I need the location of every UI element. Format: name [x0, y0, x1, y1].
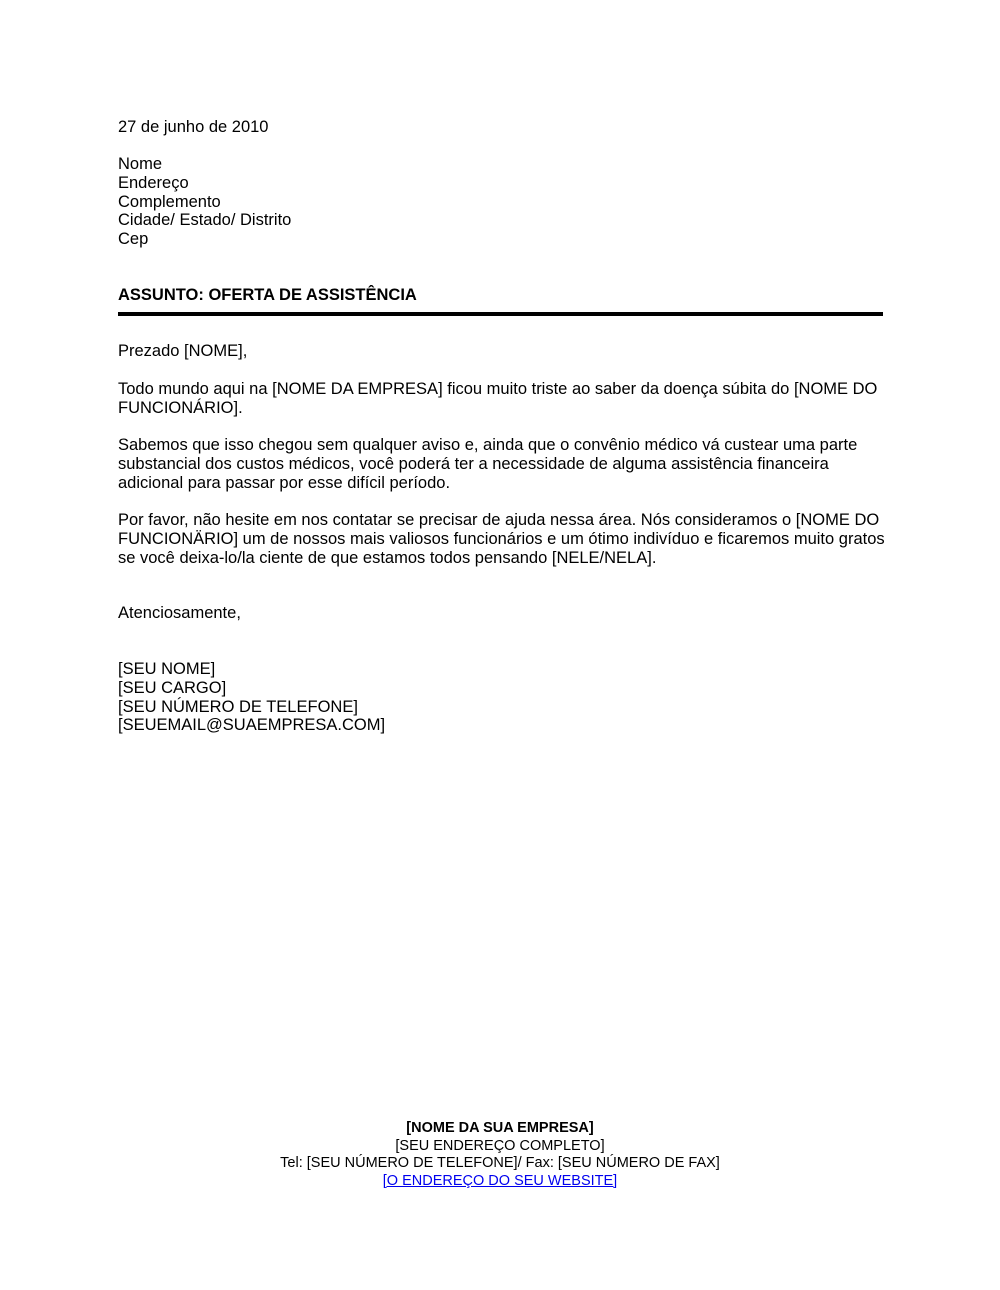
- letter-paragraph: Por favor, não hesite em nos contatar se precisar de ajuda nessa área. Nós consideramos o [NOME DO FUNCIONÄRIO] um de nossos mais valiosos funcionários e um ótimo indivíduo e ficaremos muito gratos se você deixa-lo/la ciente de que estamos todos pensando [NELE/NELA].: [118, 511, 885, 567]
- recipient-complement: Complemento: [118, 192, 221, 211]
- signature-title: [SEU CARGO]: [118, 678, 227, 697]
- letter-subject: ASSUNTO: OFERTA DE ASSISTÊNCIA: [118, 286, 417, 304]
- recipient-address: Endereço: [118, 173, 189, 192]
- recipient-name: Nome: [118, 155, 163, 173]
- letter-greeting: Prezado [NOME],: [118, 342, 248, 360]
- letterhead-footer: [0, 1120, 1000, 1190]
- footer-company-name: [NOME DA SUA EMPRESA]: [406, 1120, 594, 1136]
- recipient-zip: Cep: [118, 230, 149, 249]
- footer-contact: Tel: [SEU NÚMERO DE TELEFONE]/ Fax: [SEU NÚMERO DE FAX]: [280, 1155, 720, 1171]
- footer-website-link[interactable]: [O ENDEREÇO DO SEU WEBSITE]: [382, 1172, 618, 1189]
- subject-divider: [118, 312, 883, 316]
- letter-paragraph: Sabemos que isso chegou sem qualquer aviso e, ainda que o convênio médico vá custear uma parte substancial dos custos médicos, você poderá ter a necessidade de alguma assistência financeira adicional para passar por esse difícil período.: [118, 436, 858, 492]
- signature-block: [118, 660, 888, 735]
- letter-date: 27 de junho de 2010: [118, 118, 269, 136]
- signature-name: [SEU NOME]: [118, 660, 216, 678]
- letter-paragraph: Todo mundo aqui na [NOME DA EMPRESA] ficou muito triste ao saber da doença súbita do [NOME DO FUNCIONÁRIO].: [118, 380, 878, 417]
- recipient-city-state: Cidade/ Estado/ Distrito: [118, 211, 292, 230]
- signature-phone: [SEU NÚMERO DE TELEFONE]: [118, 697, 358, 716]
- footer-address: [SEU ENDEREÇO COMPLETO]: [395, 1137, 605, 1154]
- letter-closing: Atenciosamente,: [118, 604, 241, 622]
- recipient-address-block: [118, 155, 888, 249]
- signature-email: [SEUEMAIL@SUAEMPRESA.COM]: [118, 716, 386, 735]
